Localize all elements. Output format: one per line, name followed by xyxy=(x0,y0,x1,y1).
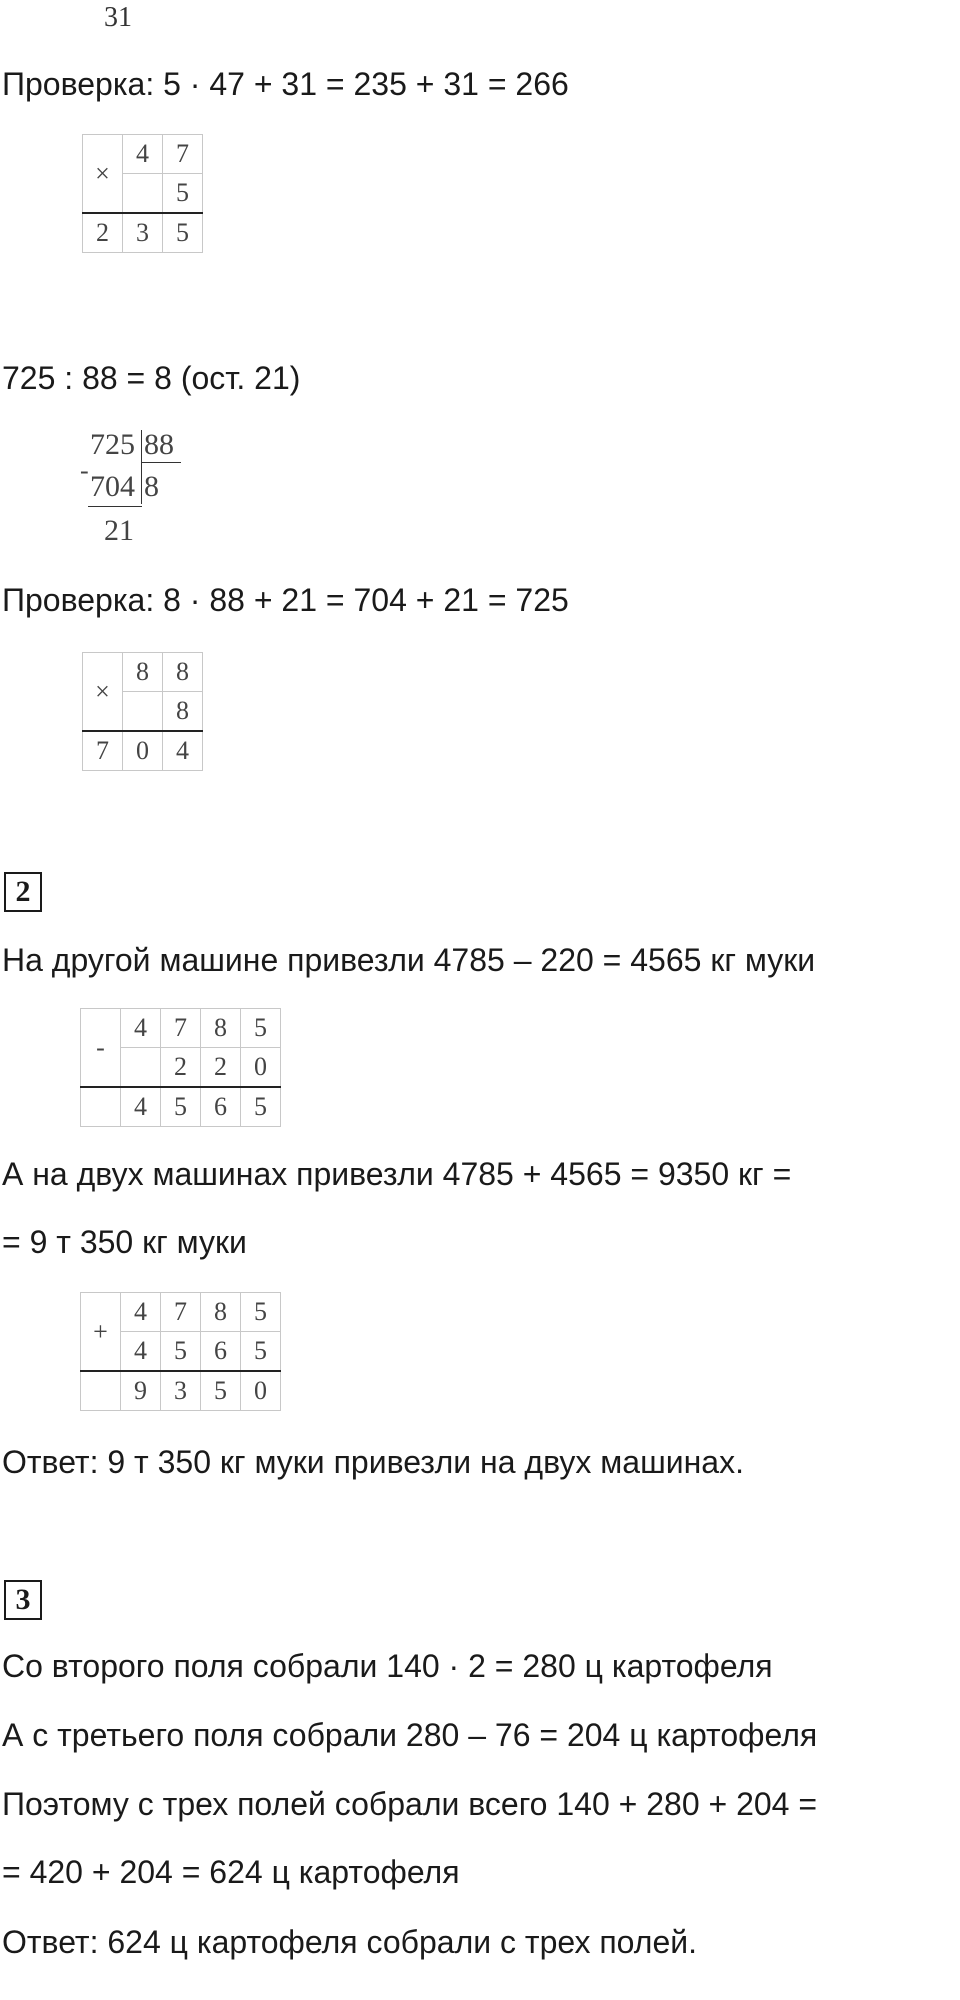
division-line: 725 : 88 = 8 (ост. 21) xyxy=(2,360,301,396)
division-vertical-bar xyxy=(141,430,142,504)
quotient: 8 xyxy=(144,470,159,503)
subtraction-underline xyxy=(88,506,142,507)
result-cell xyxy=(81,1371,121,1411)
result-cell xyxy=(81,1087,121,1127)
digit-cell: 5 xyxy=(241,1293,281,1332)
result-cell: 5 xyxy=(241,1087,281,1127)
digit-cell xyxy=(121,1048,161,1088)
task2-line-1: На другой машине привезли 4785 – 220 = 4565 кг муки xyxy=(2,942,816,978)
task-number-3: 3 xyxy=(4,1580,42,1620)
digit-cell xyxy=(123,692,163,732)
digit-cell: 2 xyxy=(161,1048,201,1088)
task2-line-2: А на двух машинах привезли 4785 + 4565 = 9350 кг = xyxy=(2,1156,792,1192)
task2-answer: Ответ: 9 т 350 кг муки привезли на двух машинах. xyxy=(2,1444,744,1480)
digit-cell: 8 xyxy=(201,1009,241,1048)
task3-line-3: Поэтому с трех полей собрали всего 140 + 280 + 204 = xyxy=(2,1786,818,1822)
digit-cell: 8 xyxy=(163,692,203,732)
digit-cell: 6 xyxy=(201,1332,241,1372)
page-fragment-number: 31 xyxy=(104,2,132,33)
result-cell: 4 xyxy=(121,1087,161,1127)
result-cell: 4 xyxy=(163,731,203,771)
addition-table xyxy=(80,1292,281,1411)
long-division xyxy=(80,424,200,554)
task2-line-3: = 9 т 350 кг муки xyxy=(2,1224,247,1260)
task3-line-1: Со второго поля собрали 140 · 2 = 280 ц картофеля xyxy=(2,1648,773,1684)
result-cell: 9 xyxy=(121,1371,161,1411)
digit-cell: 5 xyxy=(241,1009,281,1048)
digit-cell: 4 xyxy=(121,1293,161,1332)
digit-cell: 8 xyxy=(201,1293,241,1332)
digit-cell: 7 xyxy=(163,135,203,174)
result-cell: 6 xyxy=(201,1087,241,1127)
digit-cell: 2 xyxy=(201,1048,241,1088)
digit-cell: 8 xyxy=(123,653,163,692)
digit-cell: 4 xyxy=(121,1009,161,1048)
task3-line-4: = 420 + 204 = 624 ц картофеля xyxy=(2,1854,460,1890)
result-cell: 0 xyxy=(123,731,163,771)
digit-cell: 5 xyxy=(241,1332,281,1372)
minus-sign: - xyxy=(80,456,89,485)
result-cell: 5 xyxy=(201,1371,241,1411)
divisor: 88 xyxy=(144,428,174,461)
check-line-1: Проверка: 5 · 47 + 31 = 235 + 31 = 266 xyxy=(2,66,569,102)
remainder: 21 xyxy=(104,514,134,547)
digit-cell: 0 xyxy=(241,1048,281,1088)
digit-cell: 7 xyxy=(161,1009,201,1048)
operator-cell: - xyxy=(81,1009,121,1088)
quotient-underline xyxy=(141,462,181,463)
operator-cell: + xyxy=(81,1293,121,1372)
result-cell: 3 xyxy=(161,1371,201,1411)
dividend: 725 xyxy=(90,428,135,461)
task-number-2: 2 xyxy=(4,872,42,912)
task3-line-2: А с третьего поля собрали 280 – 76 = 204 ц картофеля xyxy=(2,1717,818,1753)
multiplication-table-1 xyxy=(82,134,203,253)
operator-cell: × xyxy=(83,135,123,214)
digit-cell: 5 xyxy=(161,1332,201,1372)
result-cell: 5 xyxy=(163,213,203,253)
task3-answer: Ответ: 624 ц картофеля собрали с трех полей. xyxy=(2,1924,697,1960)
digit-cell: 5 xyxy=(163,174,203,214)
multiplication-table-2 xyxy=(82,652,203,771)
digit-cell xyxy=(123,174,163,214)
result-cell: 0 xyxy=(241,1371,281,1411)
digit-cell: 4 xyxy=(121,1332,161,1372)
result-cell: 7 xyxy=(83,731,123,771)
subtrahend: 704 xyxy=(90,470,135,503)
check-line-2: Проверка: 8 · 88 + 21 = 704 + 21 = 725 xyxy=(2,582,569,618)
digit-cell: 8 xyxy=(163,653,203,692)
subtraction-table xyxy=(80,1008,281,1127)
result-cell: 3 xyxy=(123,213,163,253)
digit-cell: 7 xyxy=(161,1293,201,1332)
result-cell: 5 xyxy=(161,1087,201,1127)
result-cell: 2 xyxy=(83,213,123,253)
digit-cell: 4 xyxy=(123,135,163,174)
operator-cell: × xyxy=(83,653,123,732)
